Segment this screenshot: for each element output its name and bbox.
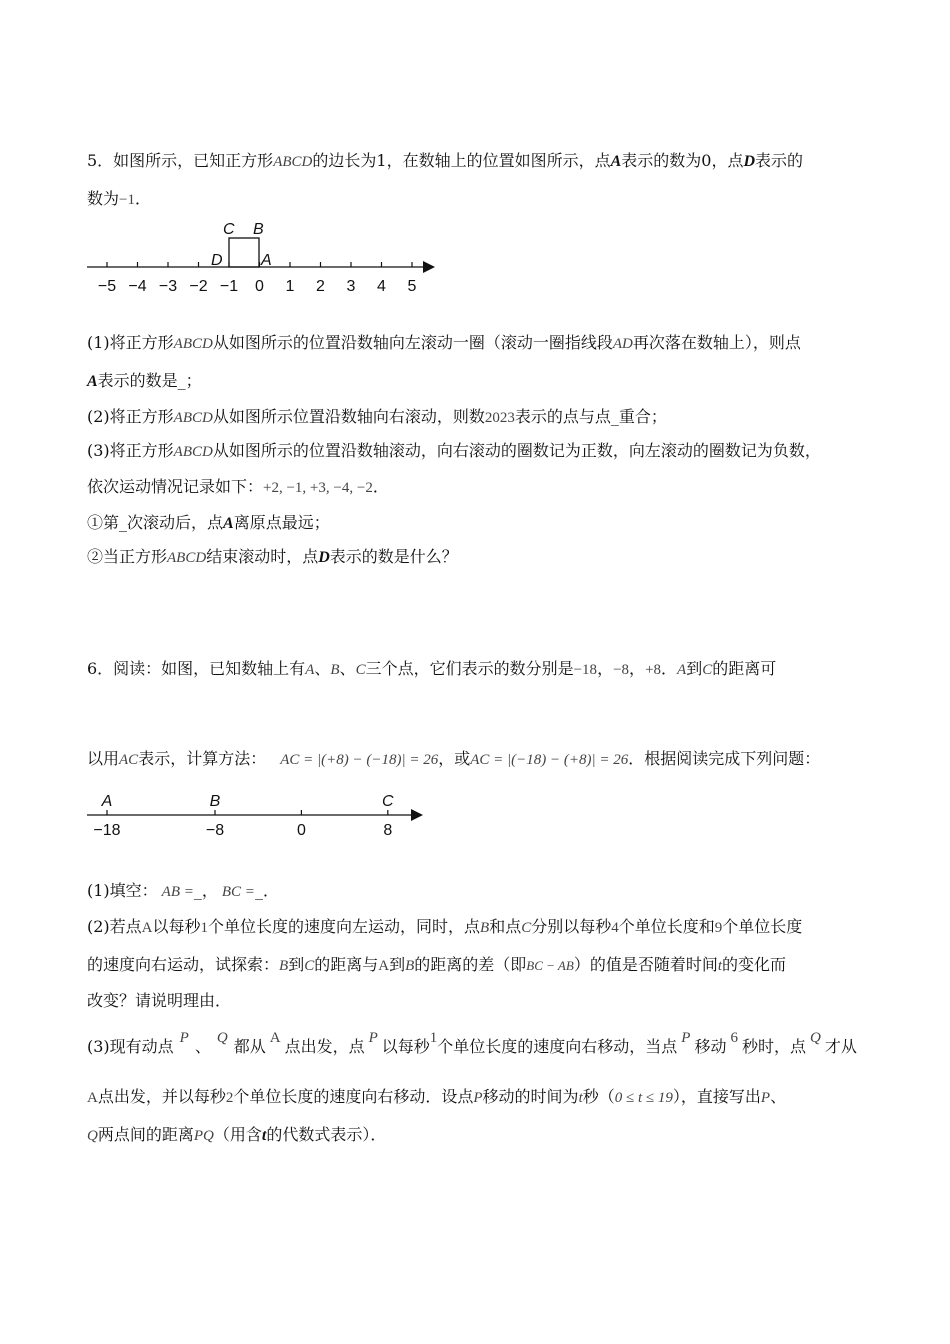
q5-part1-line2 <box>87 370 202 393</box>
tick-labels <box>98 278 417 295</box>
math-b: B <box>480 920 490 936</box>
math-pq: PQ <box>193 1128 214 1144</box>
q5-stem-line1 <box>87 150 803 173</box>
math-t: t <box>578 1090 583 1106</box>
math-abcd: ABCD <box>167 550 207 566</box>
q6-part3-line3 <box>87 1124 386 1147</box>
math-abcd: ABCD <box>173 444 213 460</box>
text: 都从 <box>233 1037 266 1056</box>
text: 秒时，点 <box>741 1037 806 1056</box>
text: ．根据阅读完成下列问题： <box>628 749 821 768</box>
text: 分别以每秒 <box>531 917 612 936</box>
math-abcd: ABCD <box>173 336 213 352</box>
tick-label: −3 <box>158 278 178 295</box>
text: 的距离与 <box>314 955 379 974</box>
text: 个单位长度的速度向左运动，同时，点 <box>208 917 481 936</box>
q6-part2-line3 <box>87 990 231 1012</box>
text: 和点 <box>489 917 522 936</box>
math-a: A <box>141 920 153 936</box>
math-neg-8: −8 <box>613 662 630 678</box>
math-p: P <box>368 1030 378 1046</box>
q5-part3-line1 <box>87 440 821 463</box>
text: 从如图所示位置沿数轴向右滚动，则数 <box>212 407 485 426</box>
point-a: A <box>223 515 234 532</box>
text: 改变？请说明理由． <box>87 991 232 1010</box>
math-t: t <box>261 1127 267 1144</box>
text: 的距离的差（即 <box>414 955 527 974</box>
square-abcd <box>229 238 259 267</box>
text: ，点 <box>711 151 744 170</box>
text: ． <box>661 659 678 678</box>
formula-ab: AB = <box>161 884 194 900</box>
text: ）的值是否随着时间 <box>573 955 718 974</box>
text: 移动 <box>694 1037 727 1056</box>
text: 个单位长度的速度向右移动．设点 <box>233 1087 474 1106</box>
text: ， <box>629 659 646 678</box>
point-a: A <box>87 373 98 390</box>
number: 9 <box>714 920 723 936</box>
math-c: C <box>702 662 713 678</box>
math-a: A <box>378 958 390 974</box>
text: 从如图所示的位置沿数轴滚动，向右滚动的圈数记为正数，向左滚动的圈数记为负数， <box>212 441 821 460</box>
tick-label: 3 <box>346 278 356 295</box>
text: 才从 <box>824 1037 857 1056</box>
text: ②当正方形 <box>87 547 168 566</box>
math-p: P <box>760 1090 771 1106</box>
tick-label: 0 <box>255 278 264 295</box>
text: 个单位长度和 <box>618 917 715 936</box>
q5-stem-line2 <box>87 188 151 211</box>
text: _． <box>254 881 279 900</box>
q5-part3-line3 <box>87 512 330 535</box>
math-sequence: +2, −1, +3, −4, −2 <box>263 480 373 496</box>
text: (2)将正方形 <box>87 407 174 426</box>
point-a: A <box>610 153 622 170</box>
q5-part3-line4 <box>87 546 458 569</box>
q6-stem-line1 <box>87 658 776 681</box>
tick-label: 5 <box>407 278 417 295</box>
text: 的边长为 <box>312 151 377 170</box>
math-b: B <box>405 958 415 974</box>
text: 以用 <box>87 749 120 768</box>
text: 以每秒 <box>152 917 201 936</box>
math-a: A <box>305 662 315 678</box>
math-ad: AD <box>612 336 633 352</box>
math-b: B <box>330 662 340 678</box>
text: 、 <box>339 659 356 678</box>
text: 从如图所示的位置沿数轴向左滚动一圈（滚动一圈指线段 <box>212 333 613 352</box>
number: 1 <box>376 151 387 170</box>
number: 4 <box>611 920 619 936</box>
text: 三个点，它们表示的数分别是 <box>365 659 574 678</box>
label-a: A <box>261 252 272 269</box>
point-label-c: C <box>382 793 394 810</box>
text: 表示的 <box>755 151 804 170</box>
tick-label: −4 <box>128 278 147 295</box>
text: 两点间的距离 <box>97 1125 194 1144</box>
q5-number-line-figure <box>80 215 450 300</box>
math-pos-8: +8 <box>645 662 662 678</box>
text: 秒（ <box>582 1087 615 1106</box>
tick-labels <box>93 822 392 839</box>
text: （用含 <box>213 1125 262 1144</box>
text: 点出发，点 <box>284 1037 365 1056</box>
tick-label: −1 <box>219 278 239 295</box>
text: 表示，计算方法： <box>138 749 267 768</box>
tick-label: 0 <box>296 822 306 839</box>
number: 0 <box>701 151 712 170</box>
q6-part3-line1 <box>87 1030 857 1059</box>
text: 、 <box>770 1087 787 1106</box>
math-bc-minus-ab: BC − AB <box>526 958 574 973</box>
math-p: P <box>473 1090 483 1106</box>
text: _， <box>193 881 218 900</box>
text: ，在数轴上的位置如图所示，点 <box>386 151 611 170</box>
text: 离原点最远； <box>233 513 330 532</box>
number: 6 <box>730 1030 738 1046</box>
text: 个单位长度 <box>722 917 803 936</box>
q6-part1-line1 <box>87 880 279 903</box>
math-neg-18: −18 <box>573 662 598 678</box>
point-label-a: A <box>101 793 113 810</box>
text: ． <box>372 477 389 496</box>
text: 个单位长度的速度向右移动，当点 <box>437 1037 678 1056</box>
axis-arrow-icon <box>411 809 423 821</box>
text: 6．阅读：如图，已知数轴上有 <box>87 659 306 678</box>
text: 再次落在数轴上），则点 <box>632 333 801 352</box>
text: (1)填空： <box>87 881 158 900</box>
text: (3)将正方形 <box>87 441 174 460</box>
text: ①第_次滚动后，点 <box>87 513 224 532</box>
math-p: P <box>179 1030 189 1046</box>
text: 表示的数为 <box>621 151 702 170</box>
text: 以每秒 <box>381 1037 430 1056</box>
text: 点出发，并以每秒 <box>97 1087 226 1106</box>
label-c: C <box>223 221 235 238</box>
text: 移动的时间为 <box>482 1087 579 1106</box>
math-b: B <box>279 958 289 974</box>
text: ． <box>134 189 151 208</box>
point-d: D <box>318 549 330 566</box>
formula-bc: BC = <box>221 884 255 900</box>
text: 的变化而 <box>722 955 787 974</box>
q6-number-line-figure <box>80 790 440 840</box>
math-p: P <box>681 1030 691 1046</box>
point-d: D <box>743 153 756 170</box>
math-a: A <box>269 1030 281 1046</box>
tick-label: 2 <box>316 278 325 295</box>
number: 2 <box>225 1090 234 1106</box>
label-b: B <box>253 221 264 238</box>
point-label-b: B <box>209 793 221 810</box>
text: 的速度向右运动，试探索： <box>87 955 280 974</box>
text: 到 <box>389 955 406 974</box>
math-abcd: ABCD <box>273 154 313 170</box>
formula-ac-2: AC = |(−18) − (+8)| = 26 <box>470 752 629 768</box>
math-q: Q <box>87 1128 98 1144</box>
q5-part1-line1 <box>87 332 801 355</box>
q6-part3-line2 <box>87 1086 786 1109</box>
math-abcd: ABCD <box>173 410 213 426</box>
text: (1)将正方形 <box>87 333 174 352</box>
text: 到 <box>288 955 305 974</box>
axis-arrow-icon <box>423 261 435 273</box>
math-c: C <box>521 920 532 936</box>
text: 到 <box>686 659 703 678</box>
label-d: D <box>211 252 223 269</box>
formula-ac-1: AC = |(+8) − (−18)| = 26 <box>280 752 439 768</box>
text: 、 <box>194 1037 211 1056</box>
text: 、 <box>314 659 331 678</box>
tick-label: −2 <box>189 278 208 295</box>
math-neg-one: −1 <box>119 192 135 208</box>
q5-part3-line2 <box>87 476 389 499</box>
math-a: A <box>87 1090 98 1106</box>
text: 依次运动情况记录如下： <box>87 477 264 496</box>
q5-part2-line1 <box>87 406 667 429</box>
math-c: C <box>304 958 315 974</box>
math-q: Q <box>809 1030 821 1046</box>
point-labels <box>101 793 394 810</box>
text: (2)若点 <box>87 917 142 936</box>
formula-t-range: 0 ≤ t ≤ 19 <box>614 1090 673 1106</box>
number: 1 <box>429 1030 438 1046</box>
math-2023: 2023 <box>484 410 515 426</box>
text: 表示的数是什么？ <box>329 547 458 566</box>
tick-label: 8 <box>383 822 393 839</box>
text: 结束滚动时，点 <box>206 547 319 566</box>
text: 5．如图所示，已知正方形 <box>87 151 274 170</box>
q6-part2-line2 <box>87 954 786 977</box>
text: 的距离可 <box>712 659 777 678</box>
math-t: t <box>717 958 722 974</box>
text: ），直接写出 <box>672 1087 761 1106</box>
text: 表示的数是_； <box>97 371 202 390</box>
text: ，或 <box>438 749 471 768</box>
math-a: A <box>677 662 687 678</box>
text: ， <box>597 659 614 678</box>
q6-part2-line1 <box>87 916 802 939</box>
text: (3)现有动点 <box>87 1037 174 1056</box>
tick-label: 1 <box>285 278 295 295</box>
math-q: Q <box>216 1030 228 1046</box>
math-ac: AC <box>119 752 139 768</box>
math-c: C <box>355 662 366 678</box>
tick-label: −18 <box>93 822 121 839</box>
number: 1 <box>200 920 209 936</box>
tick-label: 4 <box>377 278 386 295</box>
tick-label: −8 <box>205 822 225 839</box>
q6-stem-line2 <box>87 748 820 771</box>
text: 的代数式表示）． <box>266 1125 387 1144</box>
tick-label: −5 <box>97 278 117 295</box>
tick-marks <box>107 810 388 815</box>
text: 数为 <box>87 189 120 208</box>
text: 表示的点与点_重合； <box>514 407 667 426</box>
